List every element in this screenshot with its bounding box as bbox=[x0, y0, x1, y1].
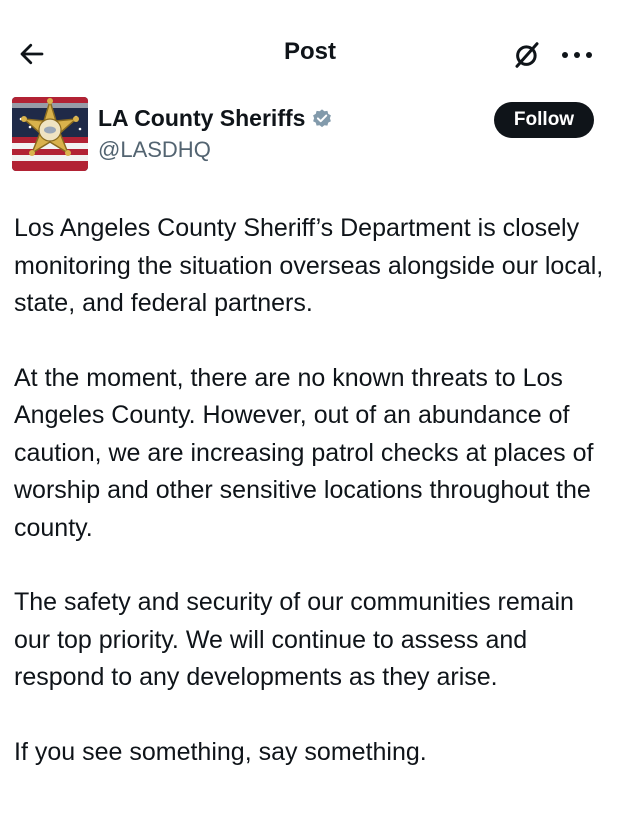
post-text bbox=[14, 210, 610, 808]
grok-button[interactable] bbox=[510, 38, 544, 72]
sheriff-star-avatar-icon bbox=[12, 97, 88, 171]
post-paragraph: At the moment, there are no known threats to Los Angeles County. However, out of an abundance of caution, we are increasing patrol checks at places of worship and other sensitive locations throughout the county. bbox=[14, 363, 594, 542]
post-paragraph: The safety and security of our communities remain our top priority. We will continue to assess and respond to any developments as they arise. bbox=[14, 588, 574, 691]
more-options-button[interactable] bbox=[555, 38, 599, 72]
follow-button[interactable]: Follow bbox=[494, 102, 594, 138]
grok-slash-circle-icon bbox=[512, 40, 542, 70]
user-handle[interactable]: @LASDHQ bbox=[98, 137, 211, 162]
page-title: Post bbox=[283, 38, 336, 65]
verified-badge-icon bbox=[311, 108, 333, 130]
display-name[interactable] bbox=[98, 105, 333, 132]
author-row bbox=[12, 97, 608, 173]
back-button[interactable] bbox=[14, 36, 50, 72]
post-paragraph: Los Angeles County Sheriff’s Department is closely monitoring the situation overseas alongside our local, state, and federal partners. bbox=[14, 214, 604, 317]
post-paragraph: If you see something, say something. bbox=[14, 737, 427, 766]
avatar[interactable] bbox=[12, 97, 88, 171]
more-dots-icon bbox=[560, 50, 594, 60]
top-bar bbox=[0, 0, 620, 100]
display-name-text: LA County Sheriffs bbox=[98, 105, 306, 131]
arrow-left-icon bbox=[17, 39, 47, 69]
